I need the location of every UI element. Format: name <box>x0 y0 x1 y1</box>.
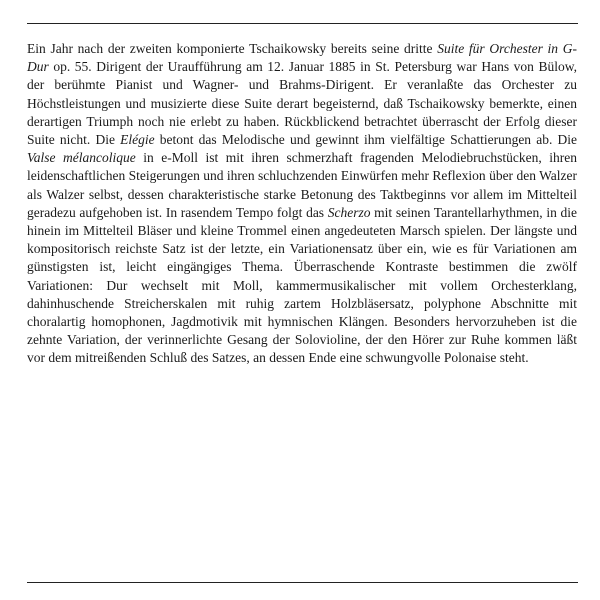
italic-title-valse: Valse mélancolique <box>27 150 136 166</box>
text-segment: betont das Melodische und gewinnt ihm vielfältige Schattierungen ab. Die <box>154 132 577 148</box>
text-segment: in e-Moll ist mit ihren schmerzhaft fragenden Melodiebruchstücken, ihren leidenschaftlichen Steigerungen und ihren schluchzenden Einwürfen mehr Reflexion über den Walzer als Walzer selbst, dessen charakteristische starke Betonung des Taktbeginns vor allem im Mittelteil geradezu aufgehoben ist. In rasendem Tempo folgt das <box>27 150 577 220</box>
italic-title-scherzo: Scherzo <box>327 204 371 220</box>
italic-title-elegie: Elégie <box>120 132 155 148</box>
top-rule <box>27 23 578 24</box>
italic-title-suite: Suite für Orchester in G-Dur <box>27 41 577 75</box>
bottom-rule <box>27 582 578 583</box>
text-segment: mit seinen Tarantellarhythmen, in die hinein im Mittelteil Bläser und kleine Trommel einen angedeuteten Marsch spielen. Der längste und kompositorisch reichste Satz ist der letzte, ein Variationensatz über ein, wie es für Variationen am günstigsten ist, leicht eingängiges Thema. Überraschende Kontraste bestimmen die zwölf Variationen: Dur wechselt mit Moll, kammermusikalischer mit vollem Orchesterklang, dahinhuschende Streicherskalen mit ruhig zartem Holzbläsersatz, polyphone Abschnitte mit choralartig homophonen, Jagdmotivik mit hymnischen Klängen. Besonders hervorzuheben ist die zehnte Variation, der verinnerlichte Gesang der Solovioline, der den Hörer zur Ruhe kommen läßt vor dem mitreißenden Schluß des Satzes, an dessen Ende eine schwungvolle Polonaise steht. <box>27 204 578 366</box>
body-paragraph <box>27 40 577 368</box>
text-segment: op. 55. Dirigent der Uraufführung am 12. Januar 1885 in St. Petersburg war Hans von Bülow, der berühmte Pianist und Wagner- und Brahms-Dirigent. Er veranlaßte das Orchester zu Höchstleistungen und musizierte diese Suite derart begeisternd, daß Tschaikowsky bemerkte, einen derartigen Triumph noch nie erlebt zu haben. Rückblickend betrachtet überrascht der Erfolg dieser Suite nicht. Die <box>27 59 577 148</box>
text-segment: Ein Jahr nach der zweiten komponierte Tschaikowsky bereits seine dritte <box>27 41 438 56</box>
